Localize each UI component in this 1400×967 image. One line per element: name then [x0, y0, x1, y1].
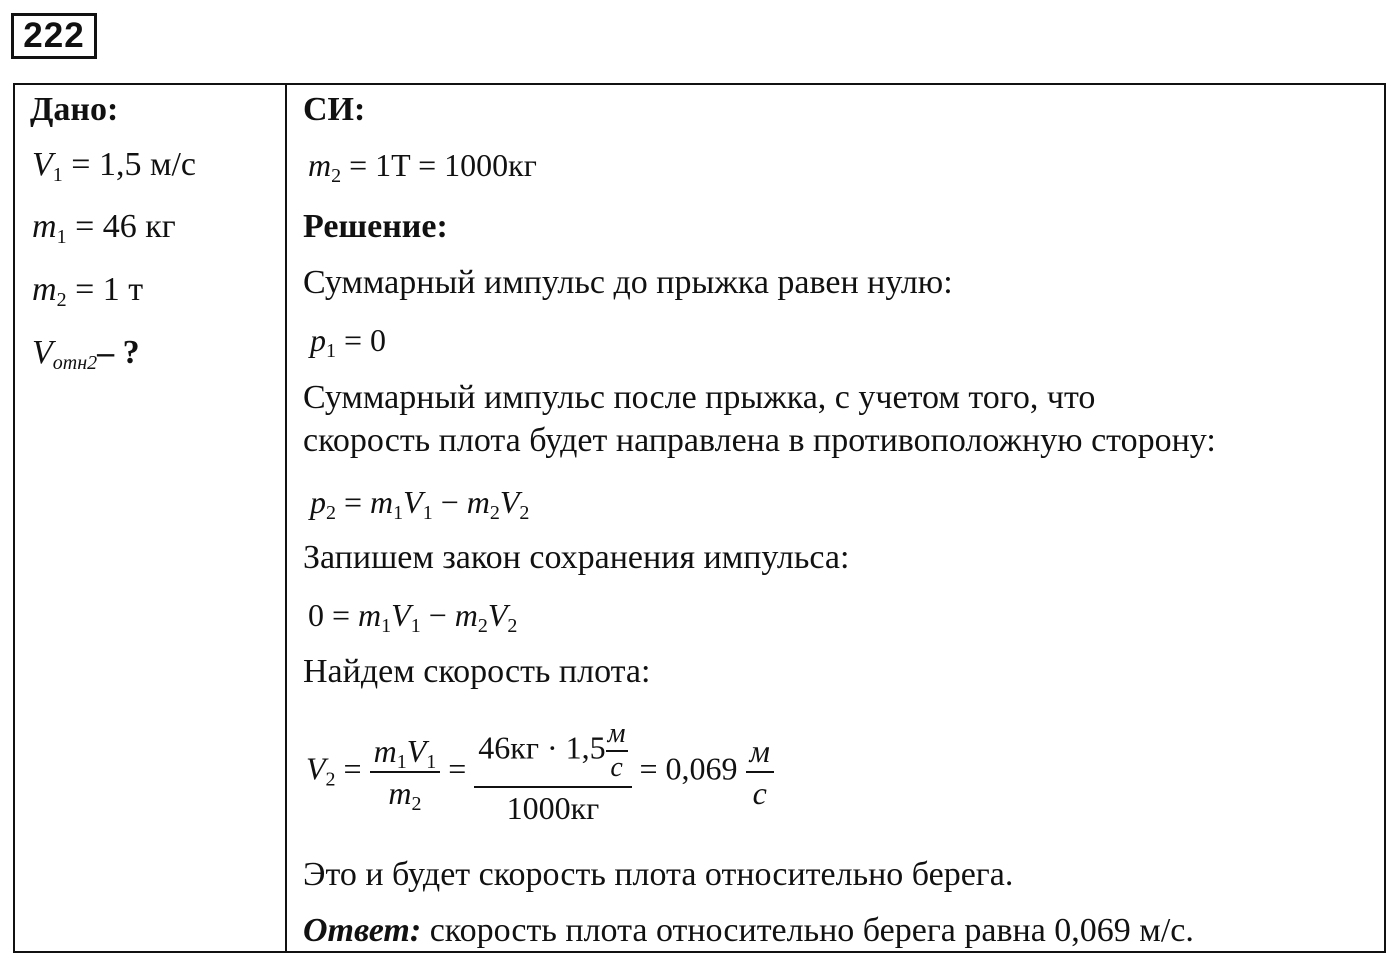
- formula-v2-calc: $V_2$ = $\frac{m_1V_1}{m_2}$ = 46кг · 1,5 $\frac{м}{с}$ 1000кг = 0,069 $\frac{м}{с}$: [306, 718, 774, 826]
- fraction-unit: $\frac{м}{с}$: [746, 733, 774, 811]
- formula-conservation: $0 = m_1V_1 - m_2V_2$: [308, 597, 518, 637]
- fraction-numeric: 46кг · 1,5 $\frac{м}{с}$ 1000кг: [474, 718, 631, 826]
- si-formula: $m_2 = 1T = 1000кг$: [308, 147, 537, 187]
- given-header: Дано:: [30, 91, 119, 128]
- given-m2: $m_2 = 1$ т: [32, 271, 144, 311]
- problem-number: 222: [11, 13, 97, 59]
- fraction-m1v1-over-m2: $\frac{m_1V_1}{m_2}$: [370, 733, 441, 811]
- answer-line: Ответ: скорость плота относительно берега равна 0,069 м/с.: [303, 912, 1194, 949]
- given-m1: $m_1 = 46$ кг: [32, 208, 176, 248]
- formula-p2: $p_2 = m_1V_1 - m_2V_2$: [310, 484, 530, 524]
- solution-line-2a: Суммарный импульс после прыжка, с учетом того, что: [303, 379, 1096, 416]
- given-v1: $V_1 = 1,5$ м/с: [32, 146, 197, 186]
- solution-line-4: Найдем скорость плота:: [303, 653, 651, 690]
- solution-line-5: Это и будет скорость плота относительно берега.: [303, 856, 1014, 893]
- given-unknown: $V_{отн2}-$ ?: [32, 334, 140, 374]
- si-header: СИ:: [303, 91, 366, 128]
- formula-p1: $p_1 = 0$: [310, 322, 387, 362]
- solution-header: Решение:: [303, 208, 448, 245]
- solution-line-3: Запишем закон сохранения импульса:: [303, 539, 850, 576]
- solution-line-1: Суммарный импульс до прыжка равен нулю:: [303, 264, 953, 301]
- solution-line-2b: скорость плота будет направлена в противоположную сторону:: [303, 422, 1216, 459]
- column-divider: [285, 83, 287, 953]
